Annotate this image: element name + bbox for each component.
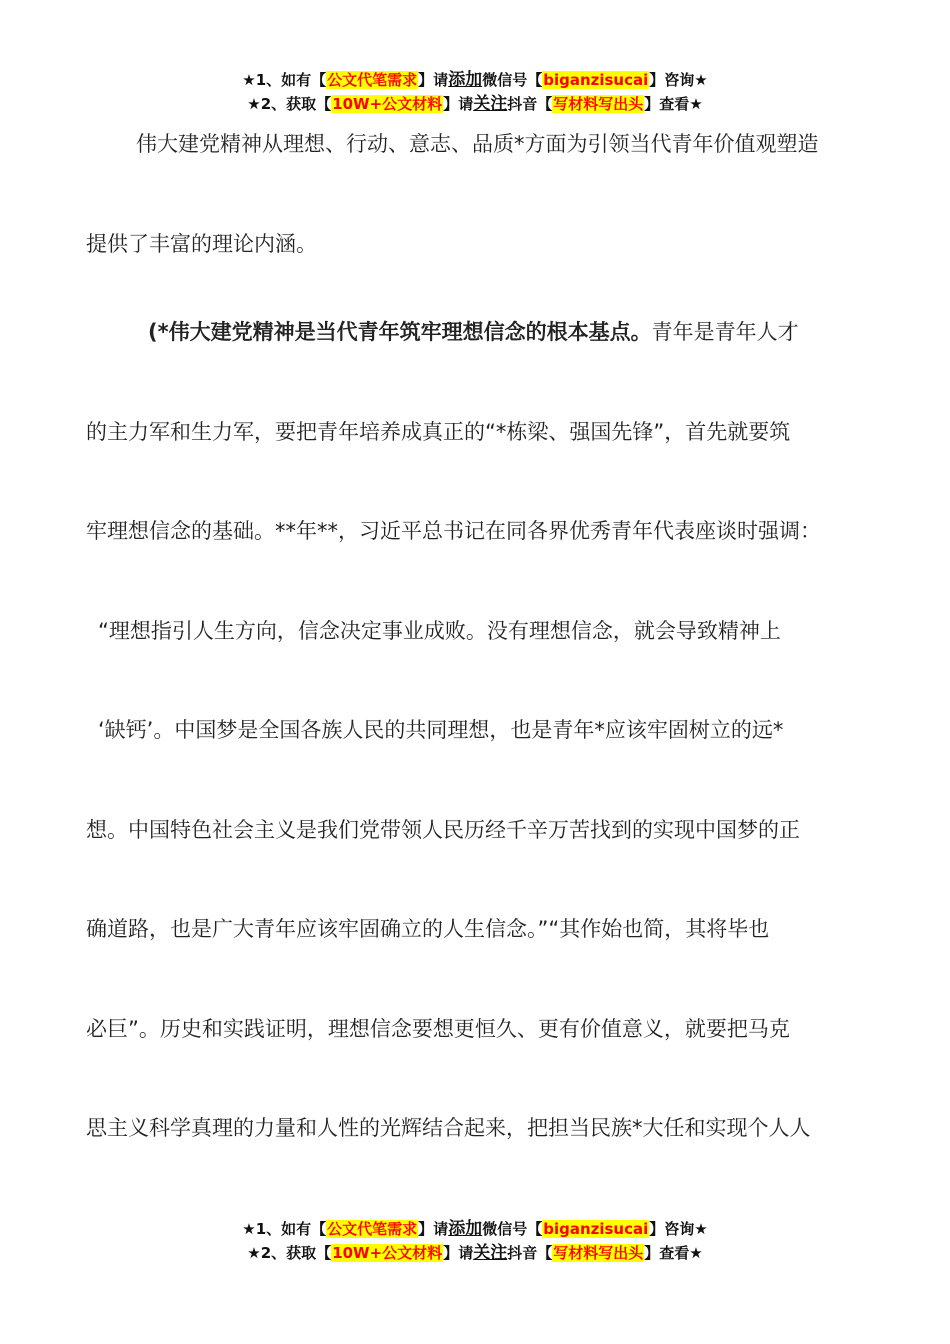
top-banner [0, 68, 950, 116]
banner-highlight-wechat: biganzisucai [543, 71, 649, 89]
banner-text: 】查看★ [644, 95, 703, 113]
banner-underline-follow: 关注 [473, 94, 508, 114]
banner-text: ★2、获取【 [247, 1244, 332, 1262]
banner-text: 微信号【 [482, 1220, 543, 1238]
body-line-2: 提供了丰富的理论内涵。 [86, 232, 317, 256]
banner-underline-follow: 关注 [473, 1243, 508, 1263]
banner-text: 抖音【 [507, 95, 553, 113]
banner-text: ★1、如有【 [242, 1220, 327, 1238]
section-heading: (*伟大建党精神是当代青年筑牢理想信念的根本基点。 [148, 320, 652, 344]
body-line-9: 必巨”。历史和实践证明，理想信念要想更恒久、更有价值意义，就要把马克 [86, 1017, 790, 1041]
banner-highlight-materials: 10W+公文材料 [332, 1244, 443, 1262]
body-line-8: 确道路，也是广大青年应该牢固确立的人生信念。”“其作始也简，其将毕也 [86, 917, 770, 941]
section-heading-continuation: 青年是青年人才 [651, 320, 799, 344]
banner-underline-add: 添加 [448, 1219, 483, 1239]
bottom-banner [0, 1217, 950, 1265]
banner-text: 】咨询★ [649, 71, 708, 89]
body-line-6: ‘缺钙’。中国梦是全国各族人民的共同理想，也是青年*应该牢固树立的远* [98, 718, 784, 742]
banner-line-1 [0, 1217, 950, 1241]
banner-text: ★1、如有【 [242, 71, 327, 89]
banner-underline-add: 添加 [448, 70, 483, 90]
banner-highlight-douyin: 写材料写出头 [553, 1244, 644, 1262]
banner-text: 微信号【 [482, 71, 543, 89]
body-line-1: 伟大建党精神从理想、行动、意志、品质*方面为引领当代青年价值观塑造 [136, 132, 819, 156]
banner-text: 抖音【 [507, 1244, 553, 1262]
banner-highlight-service: 公文代笔需求 [327, 1220, 418, 1238]
body-line-4: 牢理想信念的基础。**年**，习近平总书记在同各界优秀青年代表座谈时强调： [86, 519, 821, 543]
body-line-7: 想。中国特色社会主义是我们党带领人民历经千辛万苦找到的实现中国梦的正 [86, 818, 800, 842]
banner-highlight-wechat: biganzisucai [543, 1220, 649, 1238]
banner-line-2 [0, 92, 950, 116]
banner-highlight-douyin: 写材料写出头 [553, 95, 644, 113]
body-line-3: 的主力军和生力军，要把青年培养成真正的“*栋梁、强国先锋”，首先就要筑 [86, 420, 791, 444]
body-line-5: “理想指引人生方向，信念决定事业成败。没有理想信念，就会导致精神上 [98, 619, 781, 643]
banner-text: ★2、获取【 [247, 95, 332, 113]
body-line-10: 思主义科学真理的力量和人性的光辉结合起来，把担当民族*大任和实现个人人 [86, 1116, 811, 1140]
section-heading-line [86, 317, 876, 347]
banner-line-1 [0, 68, 950, 92]
banner-highlight-materials: 10W+公文材料 [332, 95, 443, 113]
banner-text: 】请 [418, 71, 449, 89]
banner-highlight-service: 公文代笔需求 [327, 71, 418, 89]
banner-text: 】咨询★ [649, 1220, 708, 1238]
banner-text: 】请 [418, 1220, 449, 1238]
banner-line-2 [0, 1241, 950, 1265]
banner-text: 】查看★ [644, 1244, 703, 1262]
banner-text: 】请 [443, 1244, 474, 1262]
banner-text: 】请 [443, 95, 474, 113]
